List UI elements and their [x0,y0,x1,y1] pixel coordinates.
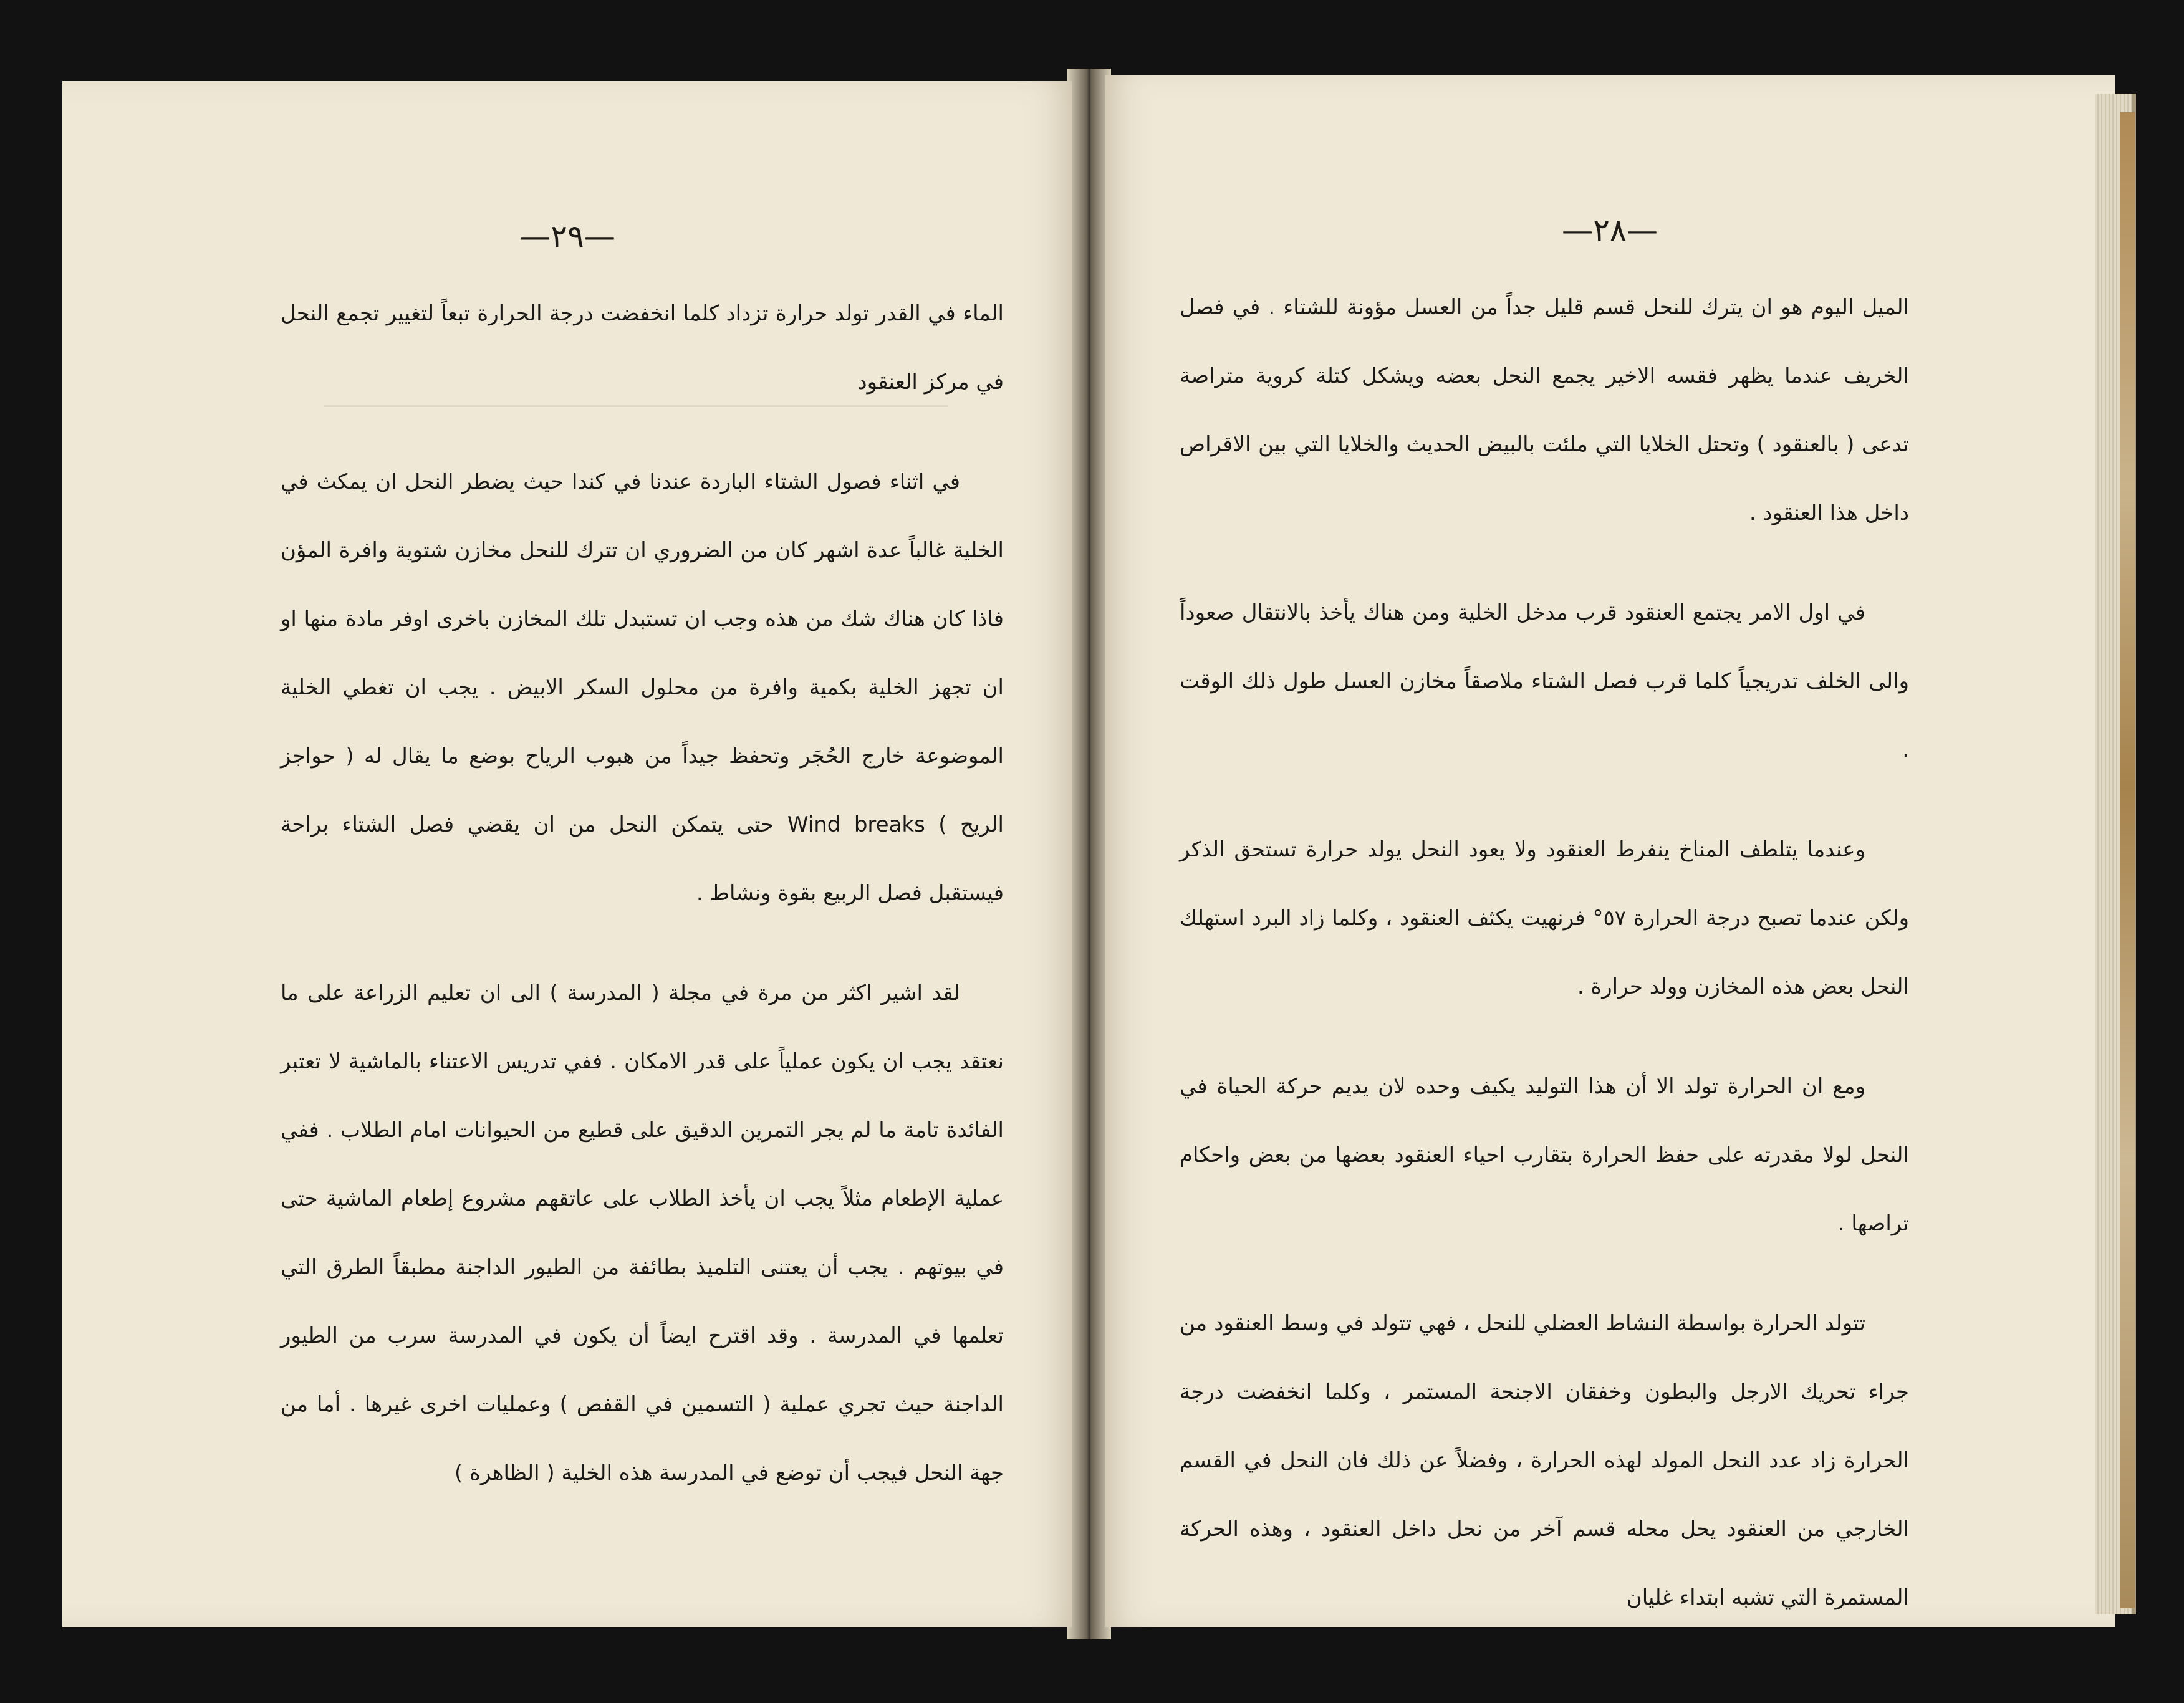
left-page-number: —٢٩— [519,218,615,254]
left-page [62,81,1072,1627]
right-page [1105,75,2115,1627]
left-paragraph-1: الماء في القدر تولد حرارة تزداد كلما انخفضت درجة الحرارة تبعاً لتغيير تجمع النحل في مركز العنقود [281,301,1004,395]
right-paragraph-4: ومع ان الحرارة تولد الا أن هذا التوليد يكيف وحده لان يديم حركة الحياة في النحل لولا مقدرته على حفظ الحرارة بتقارب احياء العنقود بعضها من بعض واحكام تراصها . [1180,1074,1909,1236]
right-paragraph-5: تتولد الحرارة بواسطة النشاط العضلي للنحل ، فهي تتولد في وسط العنقود من جراء تحريك الارجل والبطون وخفقان الاجنحة المستمر ، وكلما انخفضت درجة الحرارة زاد عدد النحل المولد لهذه الحرارة ، وفضلاً عن ذلك فان النحل في القسم الخارجي من العنقود يحل محله قسم آخر من نحل داخل العنقود ، وهذه الحركة المستمرة التي تشبه ابتداء غليان [1180,1311,1909,1610]
left-paragraph-2: في اثناء فصول الشتاء الباردة عندنا في كندا حيث يضطر النحل ان يمكث في الخلية غالباً عدة اشهر كان من الضروري ان تترك للنحل مخازن شتوية وافرة المؤن فاذا كان هناك شك من هذه وجب ان تستبدل تلك المخازن باخرى اوفر مادة منها او ان تجهز الخلية بكمية وافرة من محلول السكر الابيض . يجب ان تغطي الخلية الموضوعة خارج الحُجَر وتحفظ جيداً من هبوب الرياح بوضع ما يقال له ( حواجز الريح ) Wind breaks حتى يتمكن النحل من ان يقضي فصل الشتاء براحة فيستقبل فصل الربيع بقوة ونشاط . [281,469,1004,906]
right-page-text [1180,273,1909,1627]
left-page-text [281,279,1004,1507]
bleed-through-shadow [324,405,948,451]
worn-page-edge [2120,112,2135,1608]
right-page-number: —٢٨— [1562,212,1658,248]
right-paragraph-1: الميل اليوم هو ان يترك للنحل قسم قليل جداً من العسل مؤونة للشتاء . في فصل الخريف عندما يظهر فقسه الاخير يجمع النحل بعضه ويشكل كتلة كروية متراصة تدعى ( بالعنقود ) وتحتل الخلايا التي ملئت بالبيض الحديث والخلايا التي بين الاقراص داخل هذا العنقود . [1180,295,1909,525]
right-paragraph-3: وعندما يتلطف المناخ ينفرط العنقود ولا يعود النحل يولد حرارة تستحق الذكر ولكن عندما تصبح درجة الحرارة ٥٧° فرنهيت يكثف العنقود ، وكلما زاد البرد استهلك النحل بعض هذه المخازن وولد حرارة . [1180,837,1910,999]
left-paragraph-3: لقد اشير اكثر من مرة في مجلة ( المدرسة ) الى ان تعليم الزراعة على ما نعتقد يجب ان يكون عملياً على قدر الامكان . ففي تدريس الاعتناء بالماشية لا تعتبر الفائدة تامة ما لم يجر التمرين الدقيق على قطيع من الحيوانات امام الطلاب . ففي عملية الإطعام مثلاً يجب ان يأخذ الطلاب على عاتقهم مشروع إطعام الماشية حتى في بيوتهم . يجب أن يعتنى التلميذ بطائفة من الطيور الداجنة مطبقاً الطرق التي تعلمها في المدرسة . وقد اقترح ايضاً أن يكون في المدرسة سرب من الطيور الداجنة حيث تجري عملية ( التسمين في القفص ) وعمليات اخرى غيرها . أما من جهة النحل فيجب أن توضع في المدرسة هذه الخلية ( الظاهرة ) [281,981,1004,1485]
right-paragraph-2: في اول الامر يجتمع العنقود قرب مدخل الخلية ومن هناك يأخذ بالانتقال صعوداً والى الخلف تدريجياً كلما قرب فصل الشتاء ملاصقاً مخازن العسل طول ذلك الوقت . [1180,600,1909,762]
